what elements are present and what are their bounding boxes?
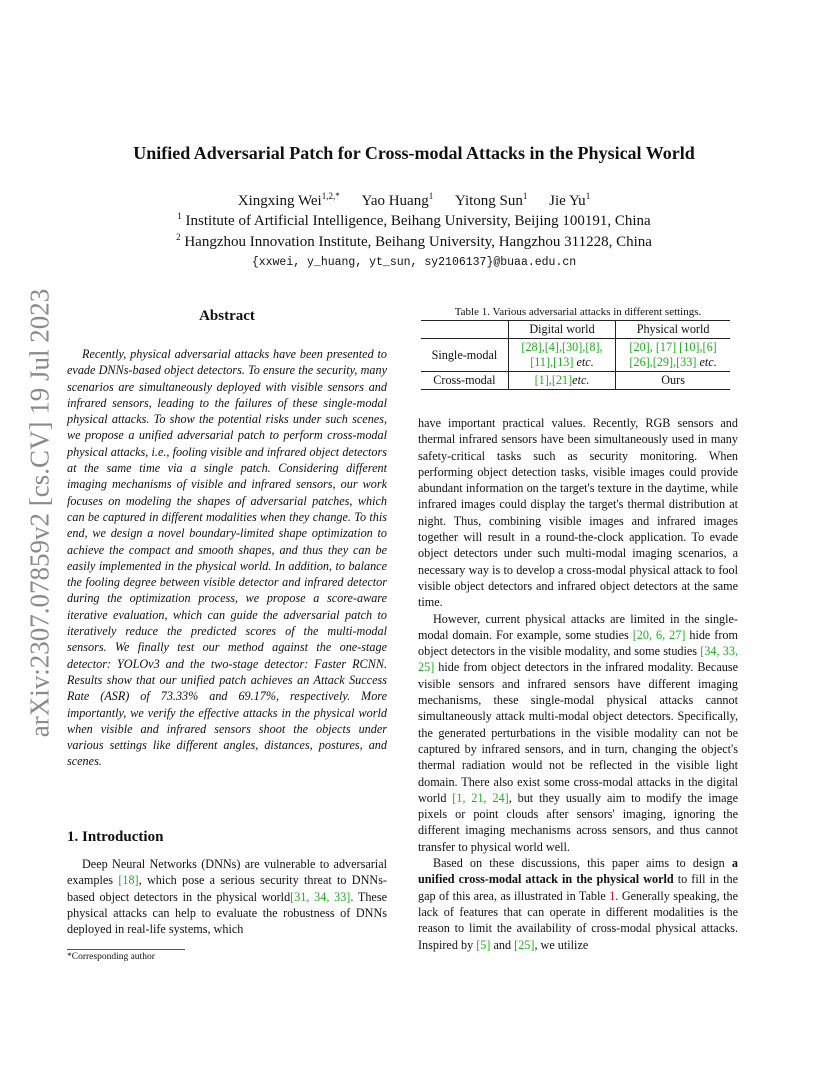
table-cell: [28],[4],[30],[8], [11],[13] etc. xyxy=(508,339,615,372)
paper-title: Unified Adversarial Patch for Cross-modal Attacks in the Physical World xyxy=(133,143,695,163)
row-label: Cross-modal xyxy=(421,372,508,390)
author-list xyxy=(0,193,828,210)
affiliation: $^2$ Hangzhou Innovation Institute, Beihang University, Hangzhou 311228, China xyxy=(176,232,652,250)
citation-link[interactable]: [31, 34, 33] xyxy=(290,889,351,904)
table-cell: [20], [17] [10],[6] [26],[29],[33] etc. xyxy=(616,339,730,372)
table-header: Physical world xyxy=(616,321,730,339)
attack-settings-table xyxy=(421,320,730,390)
abstract-text: Recently, physical adversarial attacks have been presented to evade DNNs-based object detectors. To ensure the security, many scenarios are simultaneously deployed with visible sensors and infrared sensors, leading to the failures of these single-modal physical attacks. To show the potential risks under such scenes, we propose a unified adversarial patch to perform cross-modal physical attacks, i.e., fooling visible and infrared object detectors at the same time via a single patch. Considering different imaging mechanisms of visible and infrared sensors, our work focuses on modeling the shapes of adversarial patches, which can be captured in different modalities when they change. To this end, we design a novel boundary-limited shape optimization to achieve the compact and smooth shapes, and thus they can be easily implemented in the physical world. In addition, to balance the fooling degree between visible detector and infrared detector during the optimization process, we propose a score-aware iterative evaluation, which can guide the adversarial patch to iteratively reduce the predicted scores of the multi-modal sensors. We finally test our method against the one-stage detector: YOLOv3 and the two-stage detector: Faster RCNN. Results show that our unified patch achieves an Attack Success Rate (ASR) of 73.33% and 69.17%, respectively. More importantly, we verify the effective attacks in the physical world when visible and infrared sensors shoot the objects under various settings like different angles, distances, postures, and scenes. xyxy=(67,347,387,769)
author-email[interactable]: {xxwei, y_huang, yt_sun, sy2106137}@buaa.edu.cn xyxy=(251,256,577,269)
paragraph: However, current physical attacks are limited in the single-modal domain. For example, some studies [20, 6, 27] hide from object detectors in the visible modality, and some studies [34, 33, 25] hide from object detectors in the infrared modality. Because visible sensors and infrared sensors have different imaging mechanisms, these single-modal physical attacks cannot simultaneously attack multi-modal object detectors. Specifically, the generated perturbations in the visible modality can not be captured by infrared sensors, and in turn, changing the object's thermal radiation would not be reflected in the visible light domain. There also exist some cross-modal attacks in the digital world [1, 21, 24], but they usually aim to modify the image pixels or point clouds after sensors' imaging, ignoring the different imaging mechanisms across sensors, and thus cannot transfer to physical world well. xyxy=(418,611,738,854)
author: Yao Huang$^1$ xyxy=(361,191,434,209)
citation-link[interactable]: [34, 33, 25] xyxy=(418,644,738,675)
arxiv-stamp xyxy=(20,288,60,737)
table-cell: [1],[21]etc. xyxy=(508,372,615,390)
table-row xyxy=(421,339,730,372)
introduction-paragraph: Deep Neural Networks (DNNs) are vulnerable to adversarial examples [18], which pose a serious security threat to DNNs-based object detectors in the physical world[31, 34, 33]. These physical attacks can help to evaluate the robustness of DNNs deployed in real-life systems, which xyxy=(67,857,387,937)
author: Jie Yu$^1$ xyxy=(549,191,591,209)
right-column-text xyxy=(418,415,738,953)
author: Xingxing Wei$^{1,2,*}$ xyxy=(237,191,340,209)
paragraph: have important practical values. Recently, RGB sensors and thermal infrared sensors have been simultaneously used in many safety-critical tasks such as security monitoring. When performing object detection tasks, visible images could provide abundant information on the target's texture in the daytime, while infrared images could display the target's thermal distribution at night. Thus, combining visible images and infrared images together will result in a round-the-clock application. To evade object detectors under such multi-modal imaging scenarios, a necessary way is to develop a cross-modal physical attack to fool visible object detectors and infrared object detectors at the same time. xyxy=(418,416,738,610)
footnote-rule xyxy=(67,949,185,950)
abstract-heading: Abstract xyxy=(199,308,255,324)
author: Yitong Sun$^1$ xyxy=(454,191,528,209)
citation-link[interactable]: [18] xyxy=(118,873,139,888)
table-cell: Ours xyxy=(616,372,730,390)
footnote: *Corresponding author xyxy=(67,952,155,962)
introduction-heading: 1. Introduction xyxy=(67,829,164,845)
table-caption: Table 1. Various adversarial attacks in different settings. xyxy=(454,306,702,318)
table-corner xyxy=(421,321,508,339)
paragraph: Based on these discussions, this paper aims to design a unified cross-modal attack in the physical world to fill in the gap of this area, as illustrated in Table 1. Generally speaking, the lack of features that can operate in different modalities is the reason to limit the availability of cross-modal physical attacks. Inspired by [5] and [25], we utilize xyxy=(418,856,738,952)
citation-link[interactable]: [20, 6, 27] xyxy=(632,627,686,642)
row-label: Single-modal xyxy=(421,339,508,372)
arxiv-stamp-text: arXiv:2307.07859v2 [cs.CV] 19 Jul 2023 xyxy=(24,288,55,737)
table-reference-link[interactable]: 1 xyxy=(609,888,616,903)
affiliation: $^1$ Institute of Artificial Intelligence, Beihang University, Beijing 100191, China xyxy=(177,211,651,229)
citation-link[interactable]: [1, 21, 24] xyxy=(452,790,509,805)
table-header: Digital world xyxy=(508,321,615,339)
citation-link[interactable]: [25] xyxy=(514,937,535,952)
table-row xyxy=(421,372,730,390)
citation-link[interactable]: [5] xyxy=(476,937,491,952)
